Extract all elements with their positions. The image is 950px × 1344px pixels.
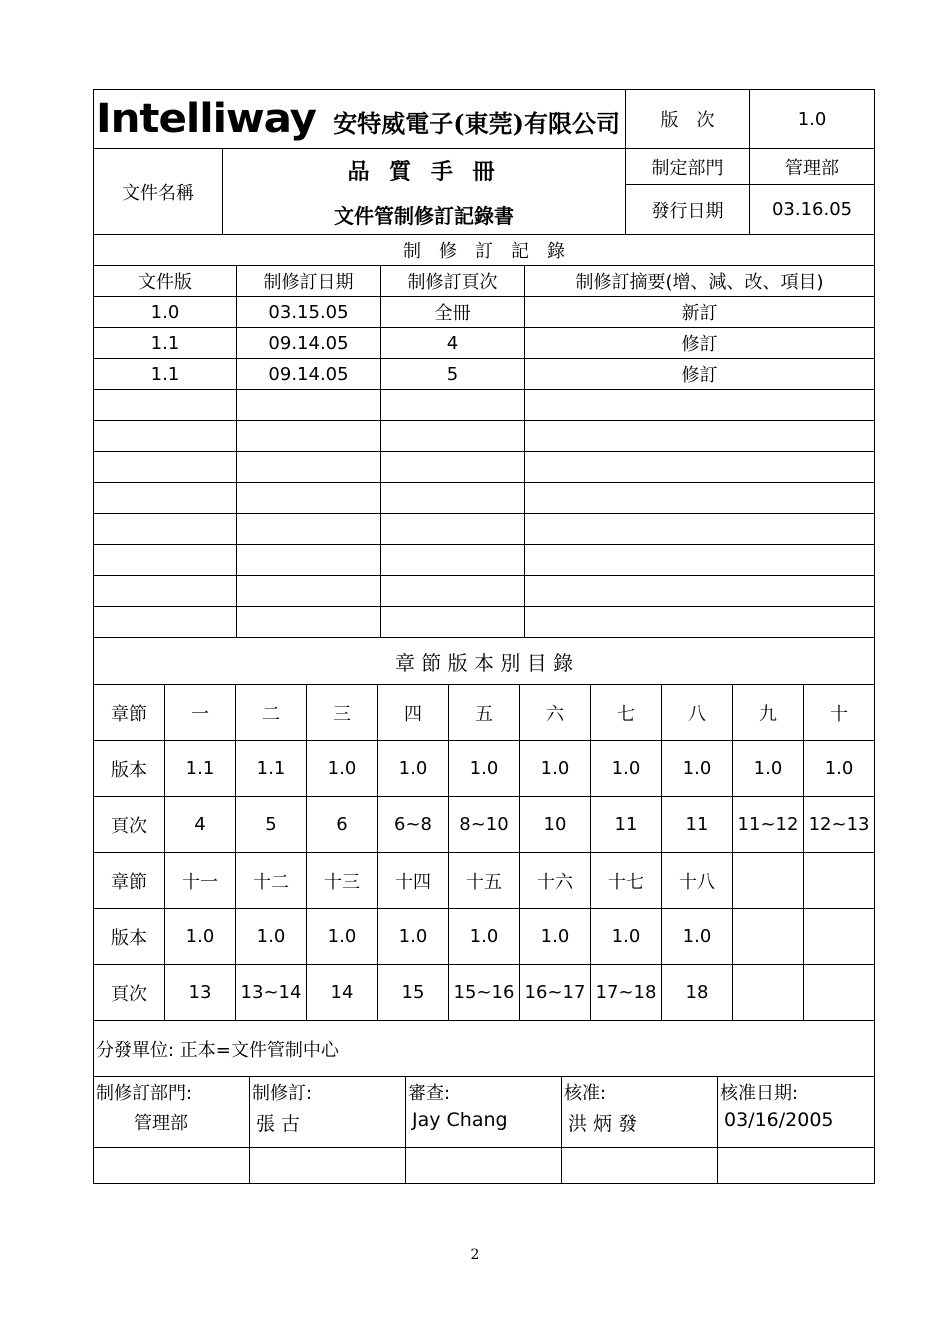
revision-cell: 03.15.05 bbox=[237, 297, 381, 328]
revision-cell bbox=[381, 545, 525, 576]
chapter-cell: 十六 bbox=[520, 853, 591, 909]
chapter-cell: 八 bbox=[662, 685, 733, 741]
chapter-cell: 10 bbox=[520, 797, 591, 853]
revision-cell bbox=[237, 607, 381, 638]
revision-cell bbox=[94, 607, 237, 638]
date-label: 發行日期 bbox=[626, 185, 750, 235]
signoff-value: 03/16/2005 bbox=[724, 1109, 834, 1131]
revision-row bbox=[94, 297, 875, 328]
doc-subtitle: 文件管制修訂記錄書 bbox=[334, 203, 514, 228]
col-header: 制修訂頁次 bbox=[381, 266, 525, 297]
chapter-cell: 15 bbox=[378, 965, 449, 1021]
chapter-cell bbox=[733, 853, 804, 909]
chapter-row bbox=[94, 909, 875, 965]
revision-row bbox=[94, 421, 875, 452]
doc-title-cell bbox=[223, 149, 626, 235]
chapter-cell: 15~16 bbox=[449, 965, 520, 1021]
distribution-cell bbox=[94, 1021, 875, 1077]
revision-cell bbox=[94, 452, 237, 483]
signoff-label: 制修訂: bbox=[252, 1083, 313, 1104]
revision-cell bbox=[381, 514, 525, 545]
chapter-row-label: 版本 bbox=[94, 741, 165, 797]
revision-cell: 1.0 bbox=[94, 297, 237, 328]
chapter-cell: 十三 bbox=[307, 853, 378, 909]
revision-row bbox=[94, 607, 875, 638]
chapter-cell: 五 bbox=[449, 685, 520, 741]
chapter-cell: 十 bbox=[804, 685, 875, 741]
col-header: 制修訂摘要(增、減、改、項目) bbox=[525, 266, 875, 297]
company-name: 安特威電子(東莞)有限公司 bbox=[333, 109, 620, 138]
chapter-cell: 十七 bbox=[591, 853, 662, 909]
revision-cell bbox=[381, 483, 525, 514]
revision-cell bbox=[94, 421, 237, 452]
version-label: 版 次 bbox=[626, 90, 750, 149]
revision-row bbox=[94, 328, 875, 359]
revision-row bbox=[94, 576, 875, 607]
signoff-label: 核准日期: bbox=[720, 1083, 799, 1104]
revision-rows bbox=[94, 297, 875, 638]
revision-row bbox=[94, 390, 875, 421]
revision-cell bbox=[237, 483, 381, 514]
revision-row bbox=[94, 452, 875, 483]
dept-label: 制定部門 bbox=[626, 149, 750, 185]
revision-cell bbox=[94, 514, 237, 545]
chapter-row-label: 章節 bbox=[94, 685, 165, 741]
chapter-cell: 1.0 bbox=[378, 909, 449, 965]
chapter-cell: 1.0 bbox=[165, 909, 236, 965]
revision-cell bbox=[94, 483, 237, 514]
chapter-cell: 12~13 bbox=[804, 797, 875, 853]
signoff-cell bbox=[250, 1077, 406, 1148]
revision-cell: 全冊 bbox=[381, 297, 525, 328]
chapter-cell: 11~12 bbox=[733, 797, 804, 853]
revision-cell bbox=[237, 390, 381, 421]
chapter-cell: 三 bbox=[307, 685, 378, 741]
chapter-cell: 1.0 bbox=[307, 909, 378, 965]
revision-cell bbox=[237, 545, 381, 576]
revision-log-title: 制 修 訂 記 錄 bbox=[94, 235, 875, 266]
chapter-cell: 四 bbox=[378, 685, 449, 741]
revision-cell bbox=[381, 607, 525, 638]
revision-cell: 新訂 bbox=[525, 297, 875, 328]
revision-cell: 修訂 bbox=[525, 359, 875, 390]
signoff-cell bbox=[94, 1077, 250, 1148]
chapter-cell: 8~10 bbox=[449, 797, 520, 853]
revision-cell bbox=[94, 576, 237, 607]
chapter-cell: 16~17 bbox=[520, 965, 591, 1021]
signoff-value: 張 古 bbox=[256, 1113, 301, 1135]
revision-row bbox=[94, 514, 875, 545]
revision-cell bbox=[525, 545, 875, 576]
chapter-cell: 十二 bbox=[236, 853, 307, 909]
chapter-cell: 十四 bbox=[378, 853, 449, 909]
chapter-cell: 5 bbox=[236, 797, 307, 853]
chapter-cell: 13~14 bbox=[236, 965, 307, 1021]
revision-cell bbox=[94, 390, 237, 421]
revision-cell bbox=[237, 421, 381, 452]
revision-cell bbox=[237, 452, 381, 483]
chapter-cell: 1.0 bbox=[236, 909, 307, 965]
revision-cell bbox=[525, 421, 875, 452]
revision-cell bbox=[525, 576, 875, 607]
signoff-label: 核准: bbox=[564, 1083, 607, 1104]
chapter-cell: 1.0 bbox=[733, 741, 804, 797]
chapter-row-label: 版本 bbox=[94, 909, 165, 965]
chapter-cell: 二 bbox=[236, 685, 307, 741]
col-header: 文件版 bbox=[94, 266, 237, 297]
revision-row bbox=[94, 359, 875, 390]
revision-cell: 1.1 bbox=[94, 359, 237, 390]
chapter-cell bbox=[804, 853, 875, 909]
chapter-cell: 4 bbox=[165, 797, 236, 853]
signoff-cell bbox=[406, 1077, 562, 1148]
revision-cell bbox=[525, 483, 875, 514]
revision-cell: 1.1 bbox=[94, 328, 237, 359]
col-header: 制修訂日期 bbox=[237, 266, 381, 297]
chapter-cell: 11 bbox=[662, 797, 733, 853]
chapter-cell: 1.0 bbox=[591, 909, 662, 965]
revision-cell: 修訂 bbox=[525, 328, 875, 359]
signoff-label: 審查: bbox=[408, 1083, 451, 1104]
signoff-value: 洪 炳 發 bbox=[568, 1113, 638, 1135]
chapter-row-label: 頁次 bbox=[94, 797, 165, 853]
chapter-cell: 十一 bbox=[165, 853, 236, 909]
chapter-cell: 18 bbox=[662, 965, 733, 1021]
chapter-cell: 1.0 bbox=[520, 741, 591, 797]
revision-row bbox=[94, 483, 875, 514]
chapter-row bbox=[94, 797, 875, 853]
docname-label: 文件名稱 bbox=[94, 149, 223, 235]
empty-cell bbox=[718, 1148, 875, 1184]
revision-cell: 09.14.05 bbox=[237, 359, 381, 390]
signoff-value: 管理部 bbox=[134, 1113, 188, 1134]
chapter-cell: 17~18 bbox=[591, 965, 662, 1021]
chapter-row bbox=[94, 965, 875, 1021]
company-cell bbox=[94, 90, 626, 149]
signoff-label: 制修訂部門: bbox=[96, 1083, 193, 1104]
chapter-cell: 一 bbox=[165, 685, 236, 741]
chapter-cell bbox=[804, 965, 875, 1021]
revision-cell bbox=[237, 576, 381, 607]
chapter-cell: 13 bbox=[165, 965, 236, 1021]
footer-table bbox=[93, 1020, 875, 1184]
chapter-version-table bbox=[93, 637, 875, 1021]
empty-cell bbox=[406, 1148, 562, 1184]
chapter-row-label: 頁次 bbox=[94, 965, 165, 1021]
chapter-cell: 1.0 bbox=[662, 741, 733, 797]
chapter-cell: 1.0 bbox=[662, 909, 733, 965]
revision-cell bbox=[237, 514, 381, 545]
chapter-cell: 6~8 bbox=[378, 797, 449, 853]
page-number: 2 bbox=[470, 1247, 480, 1263]
chapter-table-title: 章 節 版 本 別 目 錄 bbox=[94, 638, 875, 685]
revision-cell: 5 bbox=[381, 359, 525, 390]
chapter-cell bbox=[804, 909, 875, 965]
doc-title: 品 質 手 冊 bbox=[347, 158, 501, 185]
revision-cell bbox=[525, 390, 875, 421]
version-value: 1.0 bbox=[750, 90, 875, 149]
revision-cell bbox=[94, 545, 237, 576]
chapter-cell: 1.0 bbox=[307, 741, 378, 797]
revision-cell bbox=[381, 452, 525, 483]
chapter-cell: 1.0 bbox=[520, 909, 591, 965]
chapter-cell: 14 bbox=[307, 965, 378, 1021]
chapter-cell: 1.0 bbox=[804, 741, 875, 797]
signoff-cell bbox=[718, 1077, 875, 1148]
date-value: 03.16.05 bbox=[750, 185, 875, 235]
chapter-row bbox=[94, 741, 875, 797]
chapter-cell: 1.0 bbox=[449, 741, 520, 797]
chapter-row bbox=[94, 685, 875, 741]
signoff-row bbox=[94, 1077, 875, 1148]
revision-cell bbox=[381, 390, 525, 421]
empty-cell bbox=[250, 1148, 406, 1184]
chapter-rows bbox=[94, 685, 875, 1021]
empty-cell bbox=[94, 1148, 250, 1184]
intelliway-logo: Intelliway bbox=[96, 96, 317, 142]
revision-cell: 09.14.05 bbox=[237, 328, 381, 359]
chapter-cell bbox=[733, 965, 804, 1021]
revision-log-table bbox=[93, 234, 875, 638]
chapter-cell: 九 bbox=[733, 685, 804, 741]
revision-cell bbox=[525, 452, 875, 483]
chapter-cell: 十八 bbox=[662, 853, 733, 909]
chapter-cell: 十五 bbox=[449, 853, 520, 909]
chapter-cell: 1.1 bbox=[236, 741, 307, 797]
revision-cell bbox=[525, 607, 875, 638]
empty-cell bbox=[562, 1148, 718, 1184]
revision-cell bbox=[381, 421, 525, 452]
header-table bbox=[93, 89, 875, 235]
chapter-row bbox=[94, 853, 875, 909]
chapter-cell: 1.0 bbox=[378, 741, 449, 797]
revision-cell bbox=[525, 514, 875, 545]
revision-row bbox=[94, 545, 875, 576]
chapter-cell: 六 bbox=[520, 685, 591, 741]
signoff-value: Jay Chang bbox=[412, 1109, 508, 1131]
revision-cell bbox=[381, 576, 525, 607]
chapter-cell: 1.0 bbox=[449, 909, 520, 965]
chapter-cell: 6 bbox=[307, 797, 378, 853]
chapter-cell: 1.0 bbox=[591, 741, 662, 797]
chapter-cell bbox=[733, 909, 804, 965]
distribution-text: 分發單位: 正本=文件管制中心 bbox=[96, 1039, 339, 1061]
chapter-cell: 七 bbox=[591, 685, 662, 741]
chapter-cell: 11 bbox=[591, 797, 662, 853]
signoff-cell bbox=[562, 1077, 718, 1148]
revision-cell: 4 bbox=[381, 328, 525, 359]
chapter-row-label: 章節 bbox=[94, 853, 165, 909]
dept-value: 管理部 bbox=[750, 149, 875, 185]
chapter-cell: 1.1 bbox=[165, 741, 236, 797]
